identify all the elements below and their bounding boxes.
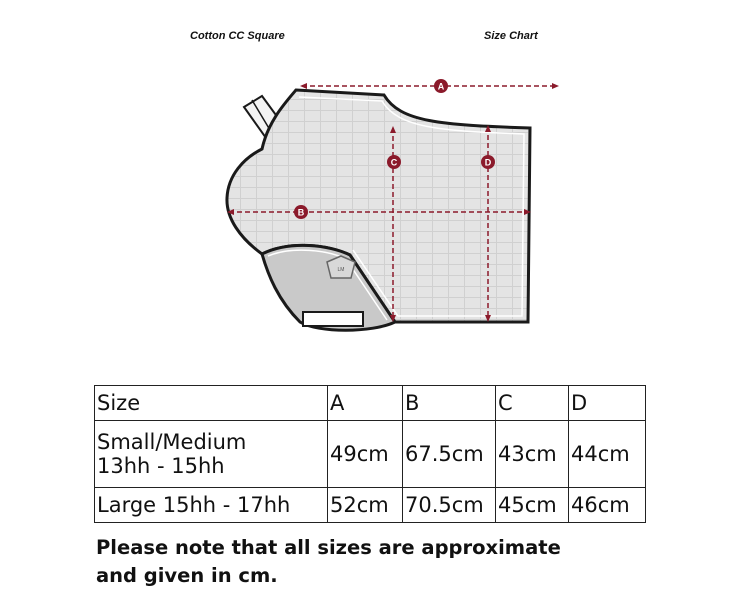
note-line: and given in cm. (96, 564, 278, 587)
marker-a (434, 79, 448, 93)
svg-text:B: B (297, 207, 305, 218)
size-chart-title: Size Chart (484, 30, 538, 42)
header-size: Size (95, 386, 328, 421)
table-row (95, 488, 646, 523)
marker-c (387, 155, 401, 169)
table-header-row (95, 386, 646, 421)
svg-text:LM: LM (337, 267, 345, 273)
marker-b (294, 205, 308, 219)
disclaimer-note (96, 534, 696, 590)
pad-body (227, 90, 530, 322)
size-line: 13hh - 15hh (97, 454, 225, 478)
size-cell (95, 421, 328, 488)
size-cell: Large 15hh - 17hh (95, 488, 328, 523)
value-b: 70.5cm (403, 488, 496, 523)
size-table (94, 385, 646, 523)
header-a: A (328, 386, 403, 421)
product-title: Cotton CC Square (190, 30, 285, 42)
marker-d (481, 155, 495, 169)
value-a: 52cm (328, 488, 403, 523)
header-d: D (569, 386, 646, 421)
label-patch (303, 312, 363, 326)
value-c: 45cm (496, 488, 569, 523)
table-row (95, 421, 646, 488)
value-b: 67.5cm (403, 421, 496, 488)
svg-text:D: D (484, 157, 492, 168)
measure-a (300, 83, 559, 89)
value-d: 46cm (569, 488, 646, 523)
note-line: Please note that all sizes are approximate (96, 536, 561, 559)
value-a: 49cm (328, 421, 403, 488)
header-b: B (403, 386, 496, 421)
size-line: Small/Medium (97, 430, 247, 454)
value-d: 44cm (569, 421, 646, 488)
svg-text:C: C (390, 157, 398, 168)
svg-text:A: A (437, 81, 445, 92)
header-c: C (496, 386, 569, 421)
value-c: 43cm (496, 421, 569, 488)
